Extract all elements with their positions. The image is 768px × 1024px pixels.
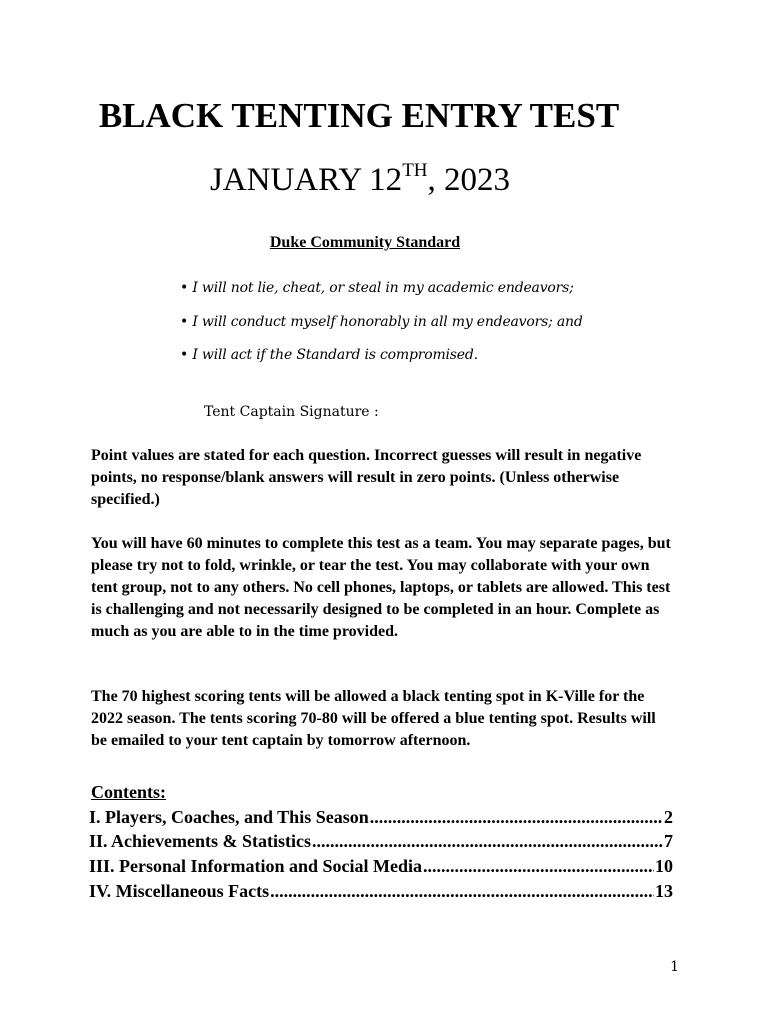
pledge-text: I will conduct myself honorably in all my endeavors; and bbox=[192, 314, 583, 330]
toc-entry-page: 13 bbox=[655, 881, 673, 901]
community-standard-heading: Duke Community Standard bbox=[269, 234, 461, 251]
pledge-item bbox=[180, 314, 583, 330]
toc-entry-label: III. Personal Information and Social Media bbox=[89, 856, 423, 876]
document-title: BLACK TENTING ENTRY TEST bbox=[98, 96, 620, 135]
toc-entry bbox=[89, 856, 673, 877]
bullet-icon: • bbox=[180, 280, 189, 296]
date-month-day: JANUARY 12 bbox=[209, 162, 403, 198]
pledge-text: I will not lie, cheat, or steal in my academic endeavors; bbox=[192, 280, 574, 296]
results-paragraph: The 70 highest scoring tents will be allowed a black tenting spot in K-Ville for the 2022 season. The tents scoring 70-80 will be offered a blue tenting spot. Results will be emailed to your tent captain by tomorrow afternoon. bbox=[91, 688, 656, 749]
toc-entry-label: II. Achievements & Statistics bbox=[89, 831, 311, 851]
bullet-icon: • bbox=[180, 347, 189, 363]
toc-dot-leader bbox=[370, 807, 663, 828]
toc-entry-page: 2 bbox=[664, 807, 673, 827]
page-number: 1 bbox=[670, 959, 679, 975]
toc-entry-page: 10 bbox=[655, 856, 673, 876]
scoring-instructions-paragraph: Point values are stated for each question. Incorrect guesses will result in negative points, no response/blank answers will result in zero points. (Unless otherwise specified.) bbox=[91, 447, 642, 508]
pledge-text: I will act if the Standard is compromised. bbox=[192, 347, 478, 363]
test-date bbox=[0, 162, 720, 199]
tent-captain-signature-label: Tent Captain Signature : bbox=[204, 404, 379, 420]
time-rules-paragraph: You will have 60 minutes to complete this test as a team. You may separate pages, but please try not to fold, wrinkle, or tear the test. You may collaborate with your own tent group, not to any others. No cell phones, laptops, or tablets are allowed. This test is challenging and not necessarily designed to be completed in an hour. Complete as much as you are able to in the time provided. bbox=[91, 535, 671, 640]
toc-dot-leader bbox=[312, 831, 663, 852]
contents-heading: Contents: bbox=[91, 782, 166, 802]
date-ordinal-suffix: TH bbox=[402, 160, 428, 181]
date-year: , 2023 bbox=[427, 162, 511, 198]
bullet-icon: • bbox=[180, 314, 189, 330]
toc-entry bbox=[89, 807, 673, 828]
toc-entry bbox=[89, 831, 673, 852]
toc-entry-label: IV. Miscellaneous Facts bbox=[89, 881, 270, 901]
toc-entry bbox=[89, 881, 673, 902]
toc-entry-label: I. Players, Coaches, and This Season bbox=[89, 807, 369, 827]
pledge-item bbox=[180, 280, 574, 296]
pledge-item bbox=[180, 347, 478, 363]
toc-dot-leader bbox=[423, 856, 654, 877]
toc-entry-page: 7 bbox=[664, 831, 673, 851]
toc-dot-leader bbox=[270, 881, 654, 902]
